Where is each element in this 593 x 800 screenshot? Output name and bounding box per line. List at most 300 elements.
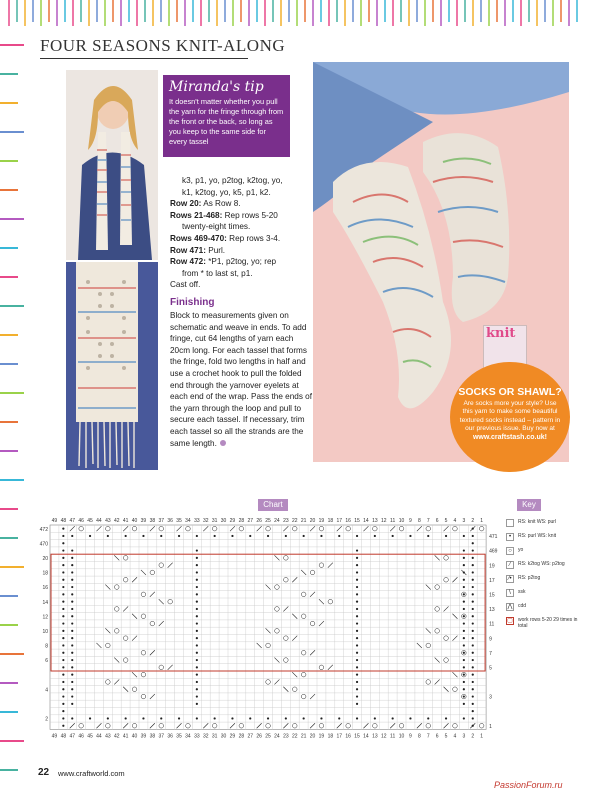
purl-symbol (89, 717, 91, 719)
purl-symbol (285, 717, 287, 719)
purl-symbol (196, 608, 198, 610)
column-label: 48 (60, 733, 67, 740)
purl-symbol (356, 703, 358, 705)
column-label: 6 (435, 518, 439, 524)
purl-symbol (178, 535, 180, 537)
pattern-row-text: k3, p1, yo, p2tog, k2tog, yo, (182, 176, 283, 185)
purl-symbol (71, 557, 73, 559)
column-label: 36 (167, 518, 173, 524)
purl-symbol (62, 644, 64, 646)
column-label: 13 (372, 518, 378, 524)
key-symbol: \ (506, 589, 514, 597)
row-label-left: 12 (42, 614, 48, 621)
purl-symbol (71, 681, 73, 683)
column-label: 39 (140, 518, 147, 524)
purl-symbol (445, 717, 447, 719)
column-label: 27 (247, 733, 254, 740)
purl-symbol (463, 593, 465, 595)
purl-symbol (356, 535, 358, 537)
purl-symbol (71, 622, 73, 624)
purl-symbol (214, 535, 216, 537)
column-label: 13 (372, 733, 378, 740)
purl-symbol (196, 637, 198, 639)
pattern-row-label: Rows 469-470: (170, 233, 227, 243)
purl-symbol (463, 674, 465, 676)
column-label: 22 (291, 518, 298, 524)
purl-symbol (463, 688, 465, 690)
pattern-row-text: Rep rows 5-20 (222, 210, 278, 220)
purl-symbol (463, 564, 465, 566)
column-label: 1 (480, 733, 484, 740)
column-label: 38 (149, 518, 156, 524)
column-label: 9 (409, 518, 412, 524)
column-label: 30 (220, 518, 227, 524)
page-number: 22 (38, 767, 50, 778)
row-label-right: 3 (489, 694, 492, 701)
column-label: 19 (318, 518, 325, 524)
purl-symbol (472, 542, 474, 544)
purl-symbol (356, 579, 358, 581)
purl-symbol (196, 586, 198, 588)
purl-symbol (463, 681, 465, 683)
purl-symbol (445, 535, 447, 537)
column-label: 32 (202, 733, 209, 740)
row-label-left: 10 (42, 629, 48, 635)
column-label: 28 (238, 733, 245, 740)
purl-symbol (62, 535, 64, 537)
purl-symbol (125, 535, 127, 537)
column-label: 11 (390, 518, 396, 524)
watermark: PassionForum.ru (494, 780, 563, 790)
key-symbol: ⋀ (507, 604, 513, 610)
column-label: 26 (256, 518, 262, 524)
purl-symbol (160, 535, 162, 537)
purl-symbol (196, 674, 198, 676)
purl-symbol (472, 564, 474, 566)
key-symbol (506, 519, 514, 527)
row-label-right: 1 (489, 723, 492, 730)
purl-symbol (62, 608, 64, 610)
row-label-left: 6 (45, 658, 48, 665)
purl-symbol (196, 535, 198, 537)
pattern-line (170, 187, 310, 199)
purl-symbol (356, 688, 358, 690)
purl-symbol (71, 695, 73, 697)
purl-symbol (62, 637, 64, 639)
purl-symbol (89, 535, 91, 537)
purl-symbol (62, 557, 64, 559)
purl-symbol (409, 717, 411, 719)
purl-symbol (472, 710, 474, 712)
purl-symbol (356, 549, 358, 551)
purl-symbol (62, 549, 64, 551)
key-label: ssk (518, 589, 526, 595)
purl-symbol (249, 717, 251, 719)
purl-symbol (356, 615, 358, 617)
purl-symbol (267, 535, 269, 537)
purl-symbol (374, 535, 376, 537)
purl-symbol (463, 637, 465, 639)
pattern-row-text: k1, k2tog, yo, k5, p1, k2. (182, 187, 271, 197)
purl-symbol (427, 717, 429, 719)
purl-symbol (71, 659, 73, 661)
column-label: 8 (417, 733, 421, 740)
purl-symbol (71, 586, 73, 588)
purl-symbol (62, 659, 64, 661)
purl-symbol (356, 608, 358, 610)
column-label: 2 (471, 733, 475, 740)
key-symbol: ⁄• (506, 575, 514, 583)
purl-symbol (472, 644, 474, 646)
purl-symbol (71, 674, 73, 676)
purl-symbol (62, 571, 64, 573)
purl-symbol (62, 717, 64, 719)
purl-symbol (62, 688, 64, 690)
pattern-row-text: Rep rows 3-4. (226, 233, 281, 243)
purl-symbol (356, 564, 358, 566)
column-label: 26 (256, 733, 262, 740)
pattern-line (170, 256, 310, 268)
column-label: 37 (158, 733, 165, 740)
purl-symbol (303, 535, 305, 537)
top-stripes (0, 0, 593, 30)
purl-symbol (62, 630, 64, 632)
column-label: 29 (229, 518, 236, 524)
purl-symbol (62, 652, 64, 654)
purl-symbol (463, 608, 465, 610)
purl-symbol (62, 681, 64, 683)
purl-symbol (71, 579, 73, 581)
purl-symbol (62, 586, 64, 588)
purl-symbol (196, 652, 198, 654)
purl-symbol (463, 652, 465, 654)
row-label-right: 13 (489, 607, 495, 614)
pattern-instructions (170, 175, 310, 291)
purl-symbol (125, 717, 127, 719)
purl-symbol (472, 579, 474, 581)
pattern-row-label: Row 471: (170, 245, 206, 255)
purl-symbol (463, 535, 465, 537)
column-label: 17 (336, 518, 343, 524)
purl-symbol (62, 593, 64, 595)
column-label: 6 (435, 733, 439, 740)
column-label: 42 (113, 733, 120, 740)
purl-symbol (472, 622, 474, 624)
end-mark-icon (220, 440, 226, 446)
column-label: 35 (176, 518, 182, 524)
purl-symbol (356, 601, 358, 603)
column-label: 16 (345, 518, 351, 524)
purl-symbol (356, 644, 358, 646)
row-label-left: 472 (39, 526, 48, 533)
purl-symbol (472, 652, 474, 654)
purl-symbol (62, 710, 64, 712)
promo-url[interactable]: www.craftstash.co.uk! (472, 433, 548, 441)
finishing-body (170, 310, 312, 449)
purl-symbol (463, 586, 465, 588)
pattern-row-text: twenty-eight times. (182, 222, 251, 232)
key-label: cdd (518, 603, 527, 609)
column-label: 41 (122, 733, 129, 740)
column-label: 19 (318, 733, 325, 740)
column-label: 25 (265, 733, 271, 740)
key-symbol: ⁄ (506, 561, 514, 569)
purl-symbol (71, 593, 73, 595)
header-rule (40, 58, 248, 59)
column-label: 28 (238, 518, 245, 524)
finishing-body-text: Block to measurements given on schematic and weave in ends. To add fringe, cut 64 lengths of yarn each 20cm long. For each tassel that forms the fringe, fold two lengths in half and use a crochet hook to pull the folded end through the yarnover eyelets at each end of the wrap. Pass the ends of the yarn through the loop and pull to secure each tassel. If necessary, trim each tassel so all the strands are the same length. (170, 311, 313, 448)
column-label: 20 (309, 518, 316, 524)
column-label: 24 (274, 518, 280, 524)
purl-symbol (472, 615, 474, 617)
column-label: 40 (131, 733, 138, 740)
purl-symbol (71, 615, 73, 617)
column-label: 12 (380, 518, 387, 524)
column-label: 37 (158, 518, 165, 524)
purl-symbol (196, 659, 198, 661)
column-label: 10 (398, 518, 405, 524)
column-label: 31 (211, 733, 218, 740)
purl-symbol (285, 535, 287, 537)
row-label-left: 16 (42, 585, 48, 592)
purl-symbol (196, 717, 198, 719)
purl-symbol (472, 608, 474, 610)
column-label: 47 (69, 733, 76, 740)
purl-symbol (160, 717, 162, 719)
purl-symbol (62, 725, 64, 727)
row-label-left: 2 (45, 716, 48, 723)
column-label: 4 (453, 733, 457, 740)
key-symbol: • (506, 533, 514, 541)
purl-symbol (62, 703, 64, 705)
row-label-left: 18 (42, 570, 48, 577)
row-label-right: 471 (489, 534, 498, 541)
pattern-line (170, 268, 310, 280)
purl-symbol (320, 717, 322, 719)
purl-symbol (196, 666, 198, 668)
column-label: 7 (426, 733, 430, 740)
column-label: 29 (229, 733, 236, 740)
promo-body: Are socks more your style? Use this yarn to make some beautiful textured socks instead – pattern in our previous issue. Buy now at (459, 400, 561, 433)
purl-symbol (463, 659, 465, 661)
purl-symbol (427, 535, 429, 537)
column-label: 4 (453, 518, 457, 524)
pattern-line (170, 198, 310, 210)
purl-symbol (196, 644, 198, 646)
key-label: RS: purl WS: knit (518, 533, 557, 539)
purl-symbol (303, 717, 305, 719)
row-label-right: 11 (489, 621, 495, 628)
column-label: 20 (309, 733, 316, 740)
pattern-line (170, 175, 310, 187)
purl-symbol (196, 681, 198, 683)
purl-symbol (463, 557, 465, 559)
purl-symbol (107, 717, 109, 719)
purl-symbol (62, 666, 64, 668)
row-label-right: 19 (489, 563, 495, 570)
purl-symbol (409, 535, 411, 537)
purl-symbol (463, 622, 465, 624)
purl-symbol (356, 571, 358, 573)
footer-url[interactable]: www.craftworld.com (58, 769, 125, 778)
purl-symbol (356, 674, 358, 676)
row-label-left: 20 (42, 556, 48, 562)
purl-symbol (472, 717, 474, 719)
key-label: RS: knit WS: purl (518, 519, 557, 525)
column-label: 22 (291, 733, 298, 740)
purl-symbol (231, 717, 233, 719)
purl-symbol (71, 703, 73, 705)
column-label: 34 (185, 733, 191, 740)
purl-symbol (62, 579, 64, 581)
purl-symbol (71, 637, 73, 639)
purl-symbol (196, 703, 198, 705)
column-label: 41 (122, 518, 129, 524)
row-label-right: 15 (489, 592, 495, 599)
purl-symbol (196, 593, 198, 595)
knitting-chart (33, 511, 498, 756)
purl-symbol (71, 564, 73, 566)
purl-symbol (71, 549, 73, 551)
purl-symbol (71, 601, 73, 603)
purl-symbol (356, 622, 358, 624)
purl-symbol (196, 557, 198, 559)
column-label: 3 (462, 733, 466, 740)
purl-symbol (392, 535, 394, 537)
purl-symbol (472, 535, 474, 537)
purl-symbol (472, 593, 474, 595)
column-label: 49 (51, 518, 58, 524)
purl-symbol (62, 674, 64, 676)
purl-symbol (463, 666, 465, 668)
purl-symbol (71, 608, 73, 610)
purl-symbol (472, 601, 474, 603)
purl-symbol (71, 652, 73, 654)
column-label: 47 (69, 518, 76, 524)
purl-symbol (472, 681, 474, 683)
purl-symbol (178, 717, 180, 719)
column-label: 9 (409, 733, 412, 740)
purl-symbol (62, 528, 64, 530)
column-label: 45 (87, 518, 93, 524)
purl-symbol (472, 557, 474, 559)
purl-symbol (196, 622, 198, 624)
key-label: yo (518, 547, 524, 553)
pattern-row-text: Purl. (205, 245, 226, 255)
purl-symbol (463, 601, 465, 603)
column-label: 25 (265, 518, 271, 524)
purl-symbol (62, 542, 64, 544)
purl-symbol (196, 564, 198, 566)
purl-symbol (472, 688, 474, 690)
column-label: 14 (363, 733, 369, 740)
column-label: 18 (327, 733, 334, 740)
purl-symbol (472, 630, 474, 632)
column-label: 43 (105, 518, 111, 524)
column-label: 38 (149, 733, 156, 740)
purl-symbol (356, 586, 358, 588)
purl-symbol (62, 615, 64, 617)
column-label: 2 (471, 518, 475, 524)
purl-symbol (196, 630, 198, 632)
purl-symbol (463, 644, 465, 646)
column-label: 23 (283, 733, 289, 740)
row-label-right: 9 (489, 636, 492, 643)
purl-symbol (62, 564, 64, 566)
section-title: FOUR SEASONS KNIT-ALONG (40, 36, 286, 55)
purl-symbol (472, 571, 474, 573)
purl-symbol (142, 535, 144, 537)
column-label: 33 (194, 733, 200, 740)
purl-symbol (356, 652, 358, 654)
purl-symbol (71, 666, 73, 668)
column-label: 43 (105, 733, 111, 740)
column-label: 45 (87, 733, 93, 740)
column-label: 3 (462, 518, 466, 524)
row-label-left: 14 (42, 599, 48, 606)
tip-body: It doesn't matter whether you pull the yarn for the fringe through from the front or the back, so long as you keep to the same side for every tassel (169, 97, 284, 146)
pattern-row-text: As Row 8. (201, 199, 241, 209)
column-label: 16 (345, 733, 351, 740)
purl-symbol (356, 557, 358, 559)
column-label: 46 (78, 518, 84, 524)
purl-symbol (196, 601, 198, 603)
purl-symbol (356, 637, 358, 639)
purl-symbol (196, 695, 198, 697)
purl-symbol (267, 717, 269, 719)
edge-stripes (0, 0, 26, 800)
purl-symbol (356, 717, 358, 719)
purl-symbol (463, 703, 465, 705)
promo-badge (450, 362, 570, 472)
promo-title: SOCKS OR SHAWL? (458, 386, 562, 398)
purl-symbol (356, 695, 358, 697)
purl-symbol (214, 717, 216, 719)
purl-symbol (196, 688, 198, 690)
purl-symbol (463, 695, 465, 697)
row-label-right: 469 (489, 548, 498, 555)
purl-symbol (463, 630, 465, 632)
purl-symbol (463, 579, 465, 581)
column-label: 48 (60, 518, 67, 524)
purl-symbol (196, 549, 198, 551)
purl-symbol (196, 579, 198, 581)
column-label: 44 (96, 518, 102, 524)
photo-scarf-closeup (66, 262, 158, 470)
column-label: 27 (247, 518, 254, 524)
purl-symbol (196, 615, 198, 617)
column-label: 17 (336, 733, 343, 740)
purl-symbol (320, 535, 322, 537)
pattern-row-text: from * to last st, p1. (182, 268, 253, 278)
purl-symbol (71, 717, 73, 719)
column-label: 11 (390, 733, 396, 740)
purl-symbol (374, 717, 376, 719)
key-symbol: ▢ (507, 618, 513, 624)
key-label: RS: k2tog WS: p2tog (518, 561, 565, 567)
chart-grid (33, 511, 498, 751)
column-label: 46 (78, 733, 84, 740)
row-label-left: 4 (45, 687, 48, 694)
column-label: 8 (417, 518, 421, 524)
pattern-line (170, 279, 310, 291)
row-label-left: 470 (39, 541, 48, 548)
column-label: 15 (354, 733, 360, 740)
purl-symbol (472, 659, 474, 661)
column-label: 30 (220, 733, 227, 740)
purl-symbol (231, 535, 233, 537)
tip-box (163, 75, 290, 157)
